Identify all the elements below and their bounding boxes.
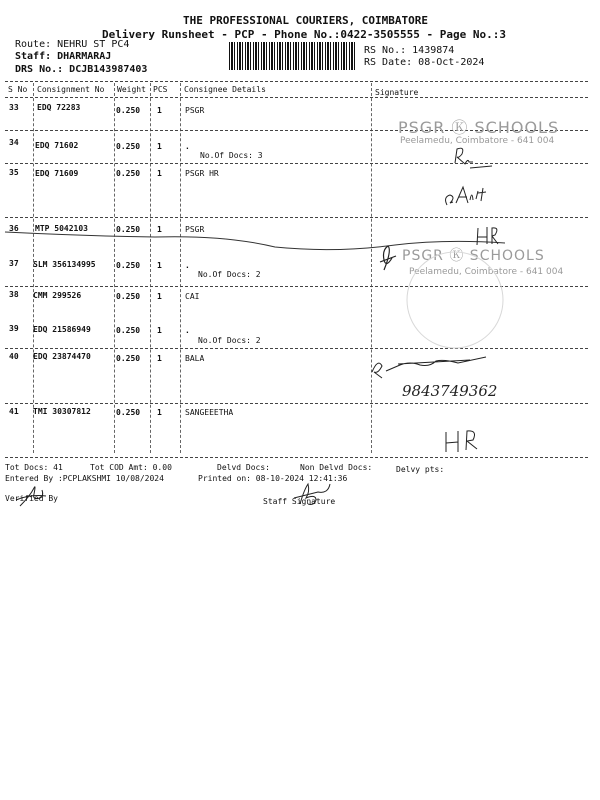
row-weight: 0.250 <box>116 261 141 270</box>
row-consignment: EDQ 23874470 <box>33 352 91 361</box>
row-sno: 33 <box>9 103 19 112</box>
row-consignment: SLM 356134995 <box>33 260 96 269</box>
row-consignee: PSGR HR <box>185 169 219 178</box>
row-weight: 0.250 <box>116 142 141 151</box>
row-consignment: CMM 299526 <box>33 291 82 300</box>
handwritten-phone: 9843749362 <box>402 382 498 400</box>
row-weight: 0.250 <box>116 225 141 234</box>
row-pcs: 1 <box>157 142 162 151</box>
entered-by: Entered By :PCPLAKSHMI 10/08/2024 <box>5 474 164 483</box>
row-pcs: 1 <box>157 326 162 335</box>
non-delivered-docs: Non Delvd Docs: <box>300 463 373 472</box>
row-sno: 41 <box>9 407 19 416</box>
col-signature: Signature <box>375 88 419 97</box>
row-pcs: 1 <box>157 354 162 363</box>
row-pcs: 1 <box>157 225 162 234</box>
row-weight: 0.250 <box>116 292 141 301</box>
row-consignee: SANGEEETHA <box>185 408 234 417</box>
rs-date: RS Date: 08-Oct-2024 <box>364 57 485 68</box>
row-sno: 38 <box>9 290 19 299</box>
col-consignment: Consignment No <box>37 85 105 94</box>
col-consignee: Consignee Details <box>184 85 266 94</box>
row-docs-count: No.Of Docs: 2 <box>198 336 261 345</box>
row-consignment: EDQ 72283 <box>37 103 81 112</box>
school-stamp-address: Peelamedu, Coimbatore - 641 004 <box>409 267 564 277</box>
row-consignee: . <box>185 142 190 151</box>
staff-signature-label: Staff Signature <box>263 497 336 506</box>
school-stamp-name: PSGR Ⓚ SCHOOLS <box>398 118 560 137</box>
staff-label: Staff: DHARMARAJ <box>15 51 112 62</box>
row-pcs: 1 <box>157 261 162 270</box>
row-sno: 34 <box>9 138 19 147</box>
total-cod-amount: Tot COD Amt: 0.00 <box>90 463 172 472</box>
col-weight: Weight <box>117 85 146 94</box>
row-weight: 0.250 <box>116 106 141 115</box>
row-docs-count: No.Of Docs: 2 <box>198 270 261 279</box>
row-consignee: . <box>185 326 190 335</box>
col-sno: S No <box>8 85 28 94</box>
row-pcs: 1 <box>157 408 162 417</box>
row-consignment: EDQ 71609 <box>35 169 79 178</box>
row-consignment: TMI 30307812 <box>33 407 91 416</box>
row-pcs: 1 <box>157 169 162 178</box>
row-weight: 0.250 <box>116 169 141 178</box>
school-stamp-address: Peelamedu, Coimbatore - 641 004 <box>400 136 555 146</box>
row-consignee: PSGR <box>185 225 205 234</box>
row-pcs: 1 <box>157 292 162 301</box>
rs-number: RS No.: 1439874 <box>364 45 455 56</box>
row-sno: 35 <box>9 168 19 177</box>
row-sno: 39 <box>9 324 19 333</box>
row-consignment: EDQ 71602 <box>35 141 79 150</box>
row-consignee: BALA <box>185 354 205 363</box>
row-weight: 0.250 <box>116 326 141 335</box>
route-label: Route: NEHRU ST PC4 <box>15 39 130 50</box>
verified-by-label: Verified By <box>5 494 58 503</box>
row-docs-count: No.Of Docs: 3 <box>200 151 263 160</box>
total-docs: Tot Docs: 41 <box>5 463 63 472</box>
drs-number: DRS No.: DCJB143987403 <box>15 64 148 75</box>
row-consignee: . <box>185 261 190 270</box>
row-consignee: CAI <box>185 292 200 301</box>
row-sno: 40 <box>9 352 19 361</box>
row-consignment: MTP 5042103 <box>35 224 88 233</box>
printed-on: Printed on: 08-10-2024 12:41:36 <box>198 474 348 483</box>
school-stamp-name: PSGR Ⓚ SCHOOLS <box>402 248 545 264</box>
row-weight: 0.250 <box>116 408 141 417</box>
row-weight: 0.250 <box>116 354 141 363</box>
row-consignment: EDQ 21586949 <box>33 325 91 334</box>
row-sno: 37 <box>9 259 19 268</box>
row-sno: 36 <box>9 224 19 233</box>
row-pcs: 1 <box>157 106 162 115</box>
col-pcs: PCS <box>153 85 168 94</box>
row-consignee: PSGR <box>185 106 205 115</box>
company-name: THE PROFESSIONAL COURIERS, COIMBATORE <box>183 14 429 27</box>
runsheet-title: Delivery Runsheet - PCP - Phone No.:0422-3505555 - Page No.:3 <box>102 28 506 41</box>
delivered-docs: Delvd Docs: <box>217 463 270 472</box>
delivery-points: Delvy pts: <box>396 465 445 474</box>
